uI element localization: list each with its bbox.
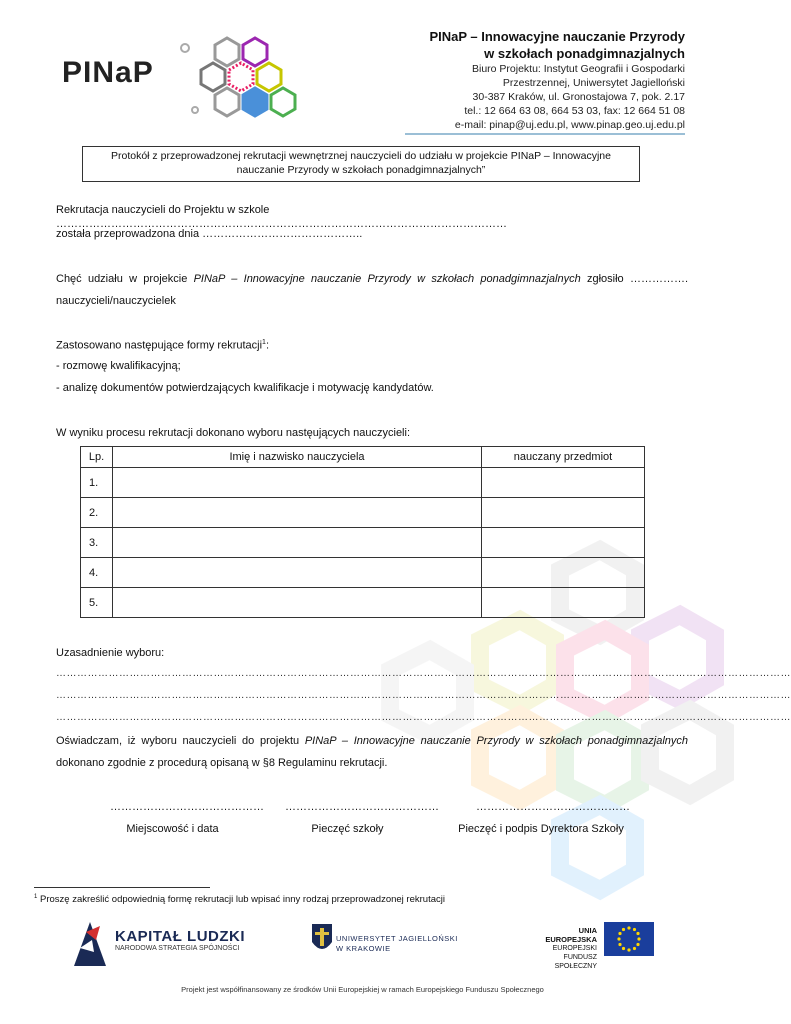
footnote-mark: 1 bbox=[34, 894, 38, 900]
name-cell[interactable] bbox=[113, 558, 482, 588]
justification-line[interactable]: ………………………………………………………………………………………………………………………………………………………………………………………… bbox=[56, 712, 791, 723]
name-cell[interactable] bbox=[113, 528, 482, 558]
row-number: 2. bbox=[81, 498, 113, 528]
footnote-text: Proszę zakreślić odpowiednią formę rekrutacji lub wpisać inny rodzaj przeprowadzonej rekrutacji bbox=[37, 894, 445, 906]
kl-name: KAPITAŁ LUDZKI bbox=[115, 928, 246, 945]
recruitment-school-line: Rekrutacja nauczycieli do Projektu w szkole …………………………………………………………………………………………………………… bbox=[56, 204, 507, 230]
participation-project-name: PINaP – Innowacyjne nauczanie Przyrody w szkołach ponadgimnazjalnych bbox=[193, 273, 581, 285]
row-number: 1. bbox=[81, 468, 113, 498]
title-line2: nauczanie Przyrody w szkołach ponadgimnazjalnych” bbox=[236, 164, 486, 176]
subject-cell[interactable] bbox=[482, 468, 645, 498]
office-line1: Biuro Projektu: Instytut Geografii i Gospodarki bbox=[471, 63, 685, 75]
table-header-row bbox=[81, 447, 645, 468]
subject-cell[interactable] bbox=[482, 528, 645, 558]
declaration-line2: dokonano zgodnie z procedurą opisaną w §8 Regulaminu rekrutacji. bbox=[56, 757, 388, 769]
uj-line1: UNIWERSYTET JAGIELLOŃSKI bbox=[336, 934, 458, 943]
participation-line bbox=[56, 272, 688, 286]
recruitment-form-item: - analizę dokumentów potwierdzających kwalifikacje i motywację kandydatów. bbox=[56, 382, 434, 394]
participation-suffix: zgłosiło ……………. bbox=[580, 273, 688, 285]
justification-line[interactable]: ………………………………………………………………………………………………………………………………………………………………………………………… bbox=[56, 690, 791, 701]
office-address: 30-387 Kraków, ul. Gronostajowa 7, pok. 2.17 bbox=[472, 91, 685, 103]
footnote bbox=[34, 894, 445, 905]
participation-line2: nauczycieli/nauczycielek bbox=[56, 295, 176, 307]
cofinancing-footer: Projekt jest współfinansowany ze środków Unii Europejskiej w ramach Europejskiego Funduszu Społecznego bbox=[181, 985, 544, 994]
subject-cell[interactable] bbox=[482, 558, 645, 588]
pinap-logo-text: PINaP bbox=[62, 56, 154, 89]
title-line1: Protokół z przeprowadzonej rekrutacji wewnętrznej nauczycieli do udziału w projekcie PINaP – Innowacyjne bbox=[111, 150, 611, 162]
header-divider bbox=[405, 133, 685, 135]
declaration-prefix: Oświadczam, iż wyboru nauczycieli do projektu bbox=[56, 735, 305, 747]
recruitment-date-line: została przeprowadzona dnia …………………………………….. bbox=[56, 228, 363, 240]
ue-line3: FUNDUSZ SPOŁECZNY bbox=[554, 954, 597, 970]
eu-flag-icon bbox=[604, 922, 654, 956]
col-header-name: Imię i nazwisko nauczyciela bbox=[113, 447, 482, 468]
uj-logo bbox=[336, 934, 458, 954]
project-title-line2: w szkołach ponadgimnazjalnych bbox=[484, 46, 685, 61]
pinap-logo-icon bbox=[175, 30, 305, 130]
footnote-ref: 1 bbox=[262, 339, 266, 346]
declaration-project-name: PINaP – Innowacyjne nauczanie Przyrody w szkołach ponadgimnazjalnych bbox=[304, 735, 688, 747]
recruitment-forms-intro bbox=[56, 336, 688, 353]
project-title-line1: PINaP – Innowacyjne nauczanie Przyrody bbox=[429, 29, 685, 44]
justification-line[interactable]: ………………………………………………………………………………………………………………………………………………………………………………………… bbox=[56, 668, 791, 679]
participation-prefix: Chęć udziału w projekcie bbox=[56, 273, 194, 285]
signature-dots-director[interactable]: …………………………………… bbox=[476, 801, 630, 813]
kl-subtitle: NARODOWA STRATEGIA SPÓJNOŚCI bbox=[115, 945, 240, 952]
table-row bbox=[81, 558, 645, 588]
ue-line2: EUROPEJSKI bbox=[552, 945, 597, 952]
name-cell[interactable] bbox=[113, 468, 482, 498]
table-row bbox=[81, 588, 645, 618]
office-phone: tel.: 12 664 63 08, 664 53 03, fax: 12 664 51 08 bbox=[464, 105, 685, 117]
forms-intro-colon: : bbox=[265, 339, 270, 352]
declaration-line1 bbox=[56, 734, 688, 748]
name-cell[interactable] bbox=[113, 588, 482, 618]
row-number: 4. bbox=[81, 558, 113, 588]
eu-logo-text bbox=[531, 926, 597, 971]
project-header bbox=[385, 28, 685, 132]
office-line2: Przestrzennej, Uniwersytet Jagielloński bbox=[502, 77, 685, 89]
row-number: 5. bbox=[81, 588, 113, 618]
uj-crest-icon bbox=[310, 922, 334, 956]
signature-label-school-stamp: Pieczęć szkoły bbox=[311, 823, 384, 835]
signature-label-place-date: Miejscowość i data bbox=[126, 823, 219, 835]
table-row bbox=[81, 528, 645, 558]
document-title bbox=[82, 146, 640, 182]
table-row bbox=[81, 468, 645, 498]
recruitment-form-item: - rozmowę kwalifikacyjną; bbox=[56, 360, 181, 372]
col-header-lp: Lp. bbox=[81, 447, 113, 468]
forms-intro-text: Zastosowano następujące formy rekrutacji bbox=[56, 339, 263, 352]
table-row bbox=[81, 498, 645, 528]
name-cell[interactable] bbox=[113, 498, 482, 528]
subject-cell[interactable] bbox=[482, 498, 645, 528]
kapital-ludzki-logo-icon bbox=[70, 918, 112, 968]
justification-label: Uzasadnienie wyboru: bbox=[56, 647, 165, 659]
ue-line1: UNIA EUROPEJSKA bbox=[545, 926, 597, 944]
subject-cell[interactable] bbox=[482, 588, 645, 618]
signature-label-director: Pieczęć i podpis Dyrektora Szkoły bbox=[458, 823, 624, 835]
office-email: e-mail: pinap@uj.edu.pl, www.pinap.geo.uj.edu.pl bbox=[454, 119, 685, 131]
signature-dots-school-stamp[interactable]: …………………………………… bbox=[285, 801, 439, 813]
kapital-ludzki-logo bbox=[115, 928, 245, 952]
col-header-subject: nauczany przedmiot bbox=[482, 447, 645, 468]
teachers-table bbox=[80, 446, 645, 618]
selection-intro: W wyniku procesu rekrutacji dokonano wyboru nastęujących nauczycieli: bbox=[56, 427, 411, 439]
footnote-divider bbox=[34, 887, 210, 888]
signature-dots-place-date[interactable]: …………………………………… bbox=[110, 801, 264, 813]
row-number: 3. bbox=[81, 528, 113, 558]
uj-line2: W KRAKOWIE bbox=[336, 944, 391, 953]
